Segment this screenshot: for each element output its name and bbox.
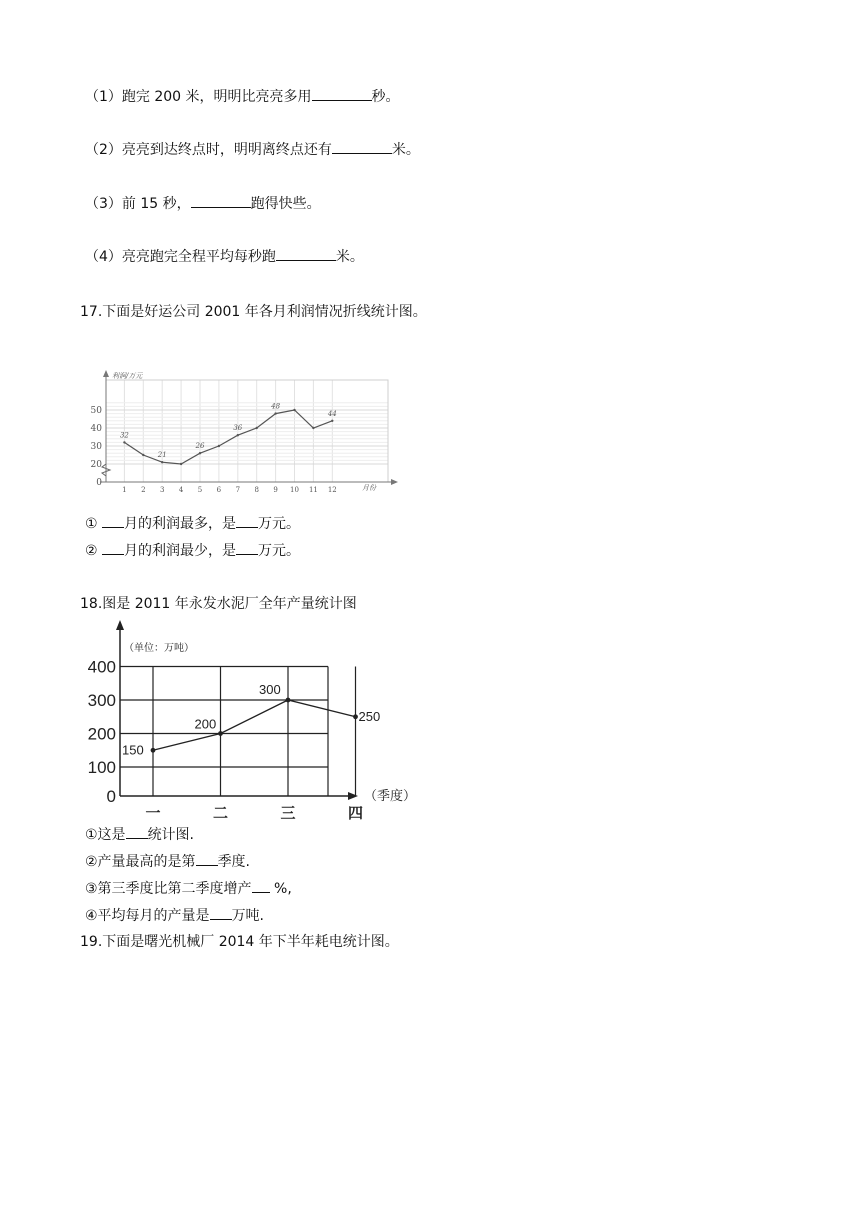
y-tick-label: 50 — [90, 406, 102, 416]
data-point — [256, 427, 258, 429]
q18-q2-suffix: 季度. — [217, 854, 251, 870]
q18-question-4 — [85, 905, 264, 926]
x-tick-label: 一 — [145, 805, 161, 822]
y-axis-label: 利润/万元 — [112, 372, 143, 380]
q16-item-4-suffix: 米。 — [335, 249, 364, 265]
answer-blank[interactable] — [210, 905, 232, 920]
q16-item-1-suffix: 秒。 — [371, 89, 400, 105]
q16-item-1-text: （1）跑完 200 米，明明比亮亮多用 — [85, 89, 312, 105]
answer-blank[interactable] — [276, 246, 336, 261]
q17-q1-prefix: ① — [85, 516, 103, 532]
q18-q3-prefix: ③第三季度比第二季度增产 — [85, 881, 252, 897]
y-tick-label: 30 — [90, 442, 102, 452]
q18-question-2 — [85, 851, 250, 872]
q16-item-2-text: （2）亮亮到达终点时，明明离终点还有 — [85, 142, 332, 158]
data-point — [274, 412, 276, 414]
data-label: 44 — [327, 409, 337, 418]
answer-blank[interactable] — [252, 878, 270, 893]
q17-q2-suffix: 万元。 — [258, 543, 301, 559]
answer-blank[interactable] — [312, 86, 372, 101]
data-point — [218, 445, 220, 447]
data-label: 150 — [122, 742, 144, 758]
q18-q1-prefix: ①这是 — [85, 827, 126, 843]
data-point — [312, 427, 314, 429]
q16-item-3-text: （3）前 15 秒， — [85, 196, 191, 212]
q16-item-1 — [85, 86, 400, 107]
data-point — [293, 409, 295, 411]
q19-title: 19.下面是曙光机械厂 2014 年下半年耗电统计图。 — [80, 934, 399, 950]
data-point — [180, 463, 182, 465]
data-point — [237, 434, 239, 436]
data-point — [218, 731, 223, 736]
q18-q2-prefix: ②产量最高的是第 — [85, 854, 196, 870]
q16-item-4 — [85, 246, 364, 267]
x-tick-label: 7 — [235, 486, 241, 494]
chart-grid — [106, 380, 388, 482]
x-tick-label: 2 — [141, 486, 146, 494]
q16-item-2 — [85, 139, 420, 160]
answer-blank[interactable] — [191, 193, 251, 208]
y-tick-label: 100 — [87, 758, 116, 777]
x-tick-label: 三 — [280, 805, 296, 822]
q17-question-1 — [85, 513, 300, 534]
data-point — [331, 420, 333, 422]
y-tick-label: 20 — [90, 460, 102, 470]
data-label: 21 — [157, 451, 167, 460]
data-point — [199, 452, 201, 454]
profit-line-chart — [82, 366, 412, 498]
x-tick-label: 4 — [178, 486, 184, 494]
x-tick-label: 二 — [212, 805, 229, 822]
x-tick-label: 6 — [216, 486, 222, 494]
q18-q3-suffix: %, — [269, 881, 292, 897]
q16-item-4-text: （4）亮亮跑完全程平均每秒跑 — [85, 249, 276, 265]
y-tick-label: 40 — [90, 424, 102, 434]
q17-q1-suffix: 万元。 — [258, 516, 301, 532]
q18-question-1 — [85, 824, 194, 845]
data-label: 300 — [259, 682, 281, 697]
series-line — [124, 410, 332, 464]
chart-grid — [120, 667, 356, 797]
x-axis-label: 月份 — [362, 484, 376, 492]
grid-border — [106, 380, 388, 482]
x-tick-label: 12 — [327, 486, 337, 494]
data-point — [142, 454, 144, 456]
q17-question-2 — [85, 540, 300, 561]
y-tick-label: 0 — [96, 478, 102, 488]
q18-q1-suffix: 统计图. — [147, 827, 195, 843]
answer-blank[interactable] — [102, 513, 124, 528]
data-label: 36 — [233, 424, 243, 433]
q18-q4-prefix: ④平均每月的产量是 — [85, 908, 210, 924]
answer-blank[interactable] — [102, 540, 124, 555]
data-label: 26 — [195, 442, 205, 451]
q17-title: 17.下面是好运公司 2001 年各月利润情况折线统计图。 — [80, 304, 427, 320]
y-tick-label: 400 — [87, 657, 116, 677]
answer-blank[interactable] — [126, 824, 148, 839]
answer-blank[interactable] — [332, 139, 392, 154]
data-point — [123, 441, 125, 443]
x-tick-label: 8 — [254, 486, 259, 494]
data-point — [286, 698, 291, 703]
data-label: 250 — [358, 708, 381, 724]
x-tick-label: 10 — [290, 486, 299, 494]
output-line-chart — [82, 616, 422, 824]
q16-item-3 — [85, 193, 321, 214]
q18-question-3 — [85, 878, 292, 899]
q17-q2-middle: 月的利润最少，是 — [124, 543, 237, 559]
y-tick-label: 300 — [87, 691, 116, 710]
data-label: 32 — [119, 431, 129, 440]
q17-q2-prefix: ② — [85, 543, 103, 559]
data-point — [161, 461, 163, 463]
q18-title: 18.图是 2011 年永发水泥厂全年产量统计图 — [80, 596, 357, 612]
data-point — [151, 748, 156, 753]
q16-item-3-suffix: 跑得快些。 — [250, 196, 321, 212]
x-tick-label: 3 — [159, 486, 165, 494]
data-point — [353, 714, 358, 719]
x-tick-label: 9 — [273, 486, 278, 494]
unit-label: （单位：万吨） — [124, 643, 194, 654]
x-tick-label: 5 — [197, 486, 203, 494]
q16-item-2-suffix: 米。 — [391, 142, 420, 158]
data-label: 200 — [194, 716, 217, 732]
y-tick-label: 0 — [106, 787, 116, 806]
y-tick-label: 200 — [87, 724, 116, 744]
q17-q1-middle: 月的利润最多，是 — [124, 516, 237, 532]
series-line — [153, 700, 356, 750]
x-tick-label: 1 — [122, 486, 127, 494]
x-tick-label: 四 — [347, 805, 364, 822]
x-tick-label: 11 — [308, 486, 318, 494]
x-axis-label: （季度） — [364, 788, 417, 803]
answer-blank[interactable] — [236, 540, 258, 555]
answer-blank[interactable] — [236, 513, 258, 528]
answer-blank[interactable] — [196, 851, 218, 866]
data-label: 48 — [271, 402, 281, 411]
q18-q4-suffix: 万吨. — [231, 908, 265, 924]
